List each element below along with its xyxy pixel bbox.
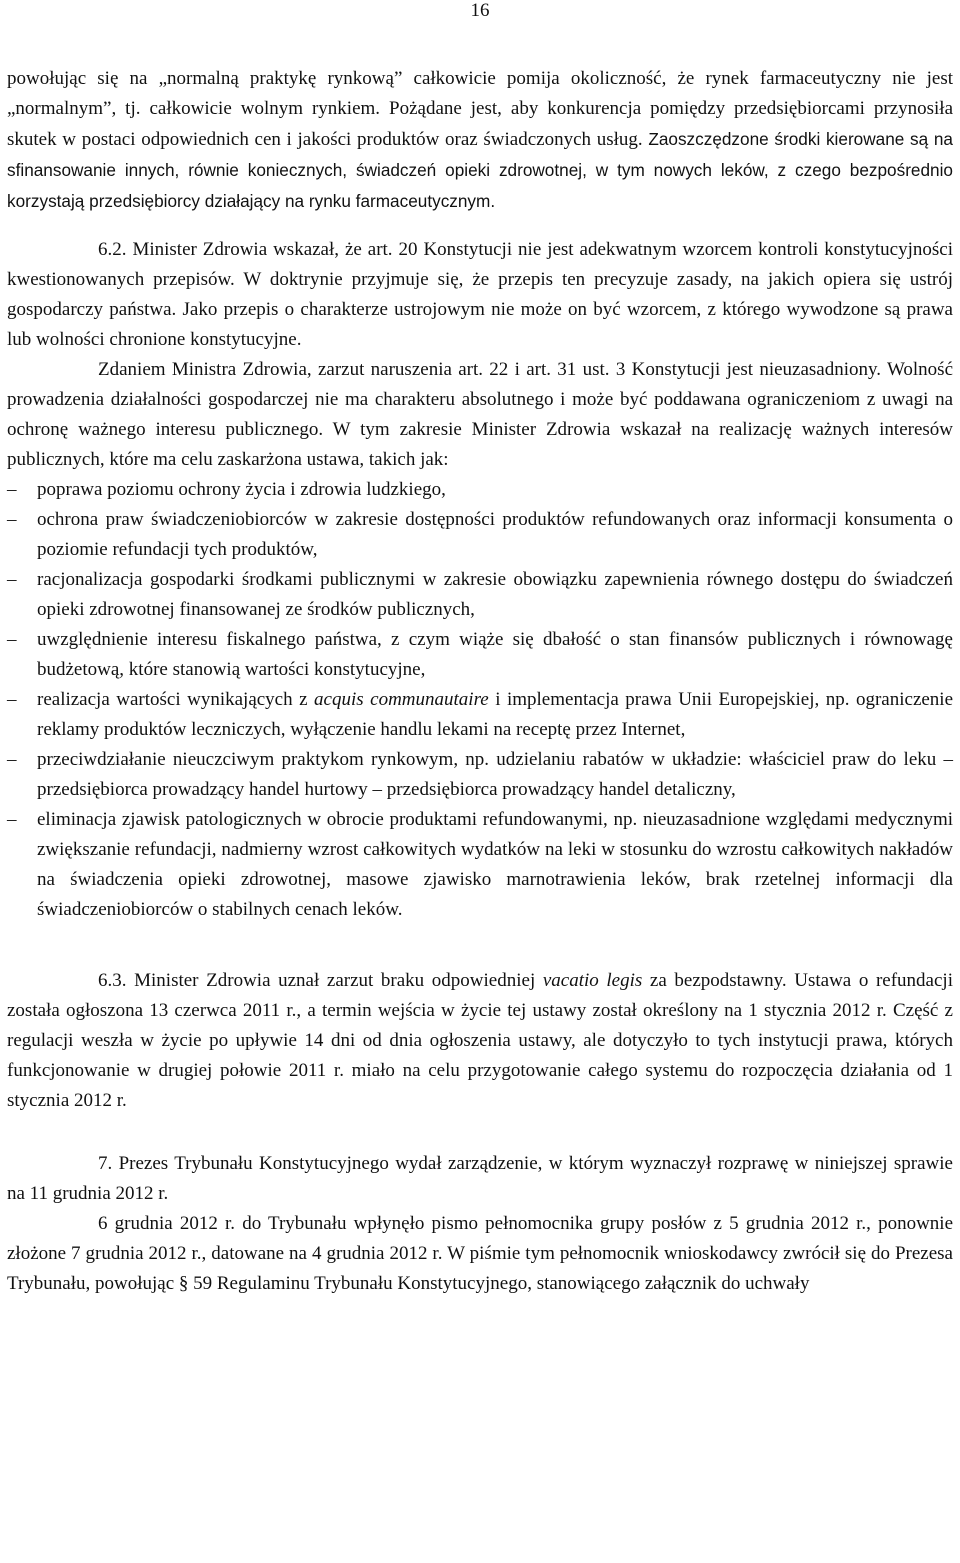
latin-term-acquis: acquis communautaire <box>314 689 489 710</box>
document-body <box>7 64 953 1299</box>
list-item-text: poprawa poziomu ochrony życia i zdrowia ludzkiego, <box>37 479 446 500</box>
paragraph-6-3-end: za bezpodstawny. Ustawa o refundacji została ogłoszona 13 czerwca 2011 r., a termin wejścia w życie tej ustawy został określony na 1 stycznia 2012 r. Część z regulacji weszła w życie po upływie 14 dni od dnia ogłoszenia ustawy, ale dotyczyło to tych instytucji prawa, których funkcjonowanie w drugiej połowie 2011 r. miało na celu przygotowanie całego systemu do rozpoczęcia działania od 1 stycznia 2012 r. <box>7 970 953 1111</box>
list-item-text-start: realizacja wartości wynikających z <box>37 689 308 710</box>
list-item-text: ochrona praw świadczeniobiorców w zakresie dostępności produktów refundowanych oraz informacji konsumenta o poziomie refundacji tych produktów, <box>37 509 953 560</box>
paragraph-7: 7. Prezes Trybunału Konstytucyjnego wydał zarządzenie, w którym wyznaczył rozprawę w niniejszej sprawie na 11 grudnia 2012 r. <box>7 1153 953 1204</box>
dash-bullet: – <box>7 509 17 530</box>
list-item <box>7 565 953 625</box>
paragraph-6-3 <box>7 966 953 1116</box>
dash-bullet: – <box>7 629 17 650</box>
list-item <box>7 805 953 925</box>
dash-bullet: – <box>7 749 17 770</box>
public-interests-list <box>7 475 953 925</box>
list-item <box>7 745 953 805</box>
paragraph-letter: 6 grudnia 2012 r. do Trybunału wpłynęło pismo pełnomocnika grupy posłów z 5 grudnia 2012 r., ponownie złożone 7 grudnia 2012 r., datowane na 4 grudnia 2012 r. W piśmie tym pełnomocnik wnioskodawcy zwrócił się do Prezesa Trybunału, powołując § 59 Regulaminu Trybunału Konstytucyjnego, stanowiącego załącznik do uchwały <box>7 1213 953 1294</box>
dash-bullet: – <box>7 809 17 830</box>
paragraph-competition-serif-text: powołując się na „normalną praktykę rynkową” całkowicie pomija okoliczność, że rynek farmaceutyczny nie jest „normalnym”, tj. całkowicie wolnym rynkiem. Pożądane jest, aby konkurencja pomiędzy przedsiębiorcami przynosiła skutek w postaci odpowiednich cen i jakości produktów oraz świadczonych usług. <box>7 68 953 150</box>
paragraph-competition <box>7 64 953 217</box>
list-item <box>7 685 953 745</box>
list-item-text: eliminacja zjawisk patologicznych w obrocie produktami refundowanymi, np. nieuzasadnione względami medycznymi zwiększanie refundacji, nadmierny wzrost całkowitych wydatków na leki w stosunku do wzrostu całkowitych nakładów na świadczenia opieki zdrowotnej, masowe zjawisko marnotrawienia leków, brak rzetelnej informacji dla świadczeniobiorców o stabilnych cenach leków. <box>37 809 953 920</box>
list-item-text: racjonalizacja gospodarki środkami publicznymi w zakresie obowiązku zapewnienia równego dostępu do świadczeń opieki zdrowotnej finansowanej ze środków publicznych, <box>37 569 953 620</box>
list-item-text: przeciwdziałanie nieuczciwym praktykom rynkowym, np. udzielaniu rabatów w układzie: właściciel praw do leku – przedsiębiorca prowadzący handel hurtowy – przedsiębiorca prowadzący handel detaliczny, <box>37 749 953 800</box>
list-item-text-end: i implementacja prawa Unii Europejskiej, np. ograniczenie reklamy produktów leczniczych, wyłączenie handlu lekami na receptę przez Internet, <box>37 689 954 740</box>
dash-bullet: – <box>7 479 17 500</box>
paragraph-minister-opinion: Zdaniem Ministra Zdrowia, zarzut naruszenia art. 22 i art. 31 ust. 3 Konstytucji jest nieuzasadniony. Wolność prowadzenia działalności gospodarczej nie ma charakteru absolutnego i może być poddawana ograniczeniom z uwagi na ochronę ważnego interesu publicznego. W tym zakresie Minister Zdrowia wskazał na realizację ważnych interesów publicznych, które ma celu zaskarżona ustawa, takich jak: <box>7 359 953 470</box>
latin-term-vacatio-legis: vacatio legis <box>542 970 643 991</box>
dash-bullet: – <box>7 689 17 710</box>
list-item <box>7 505 953 565</box>
paragraph-6-3-start: 6.3. Minister Zdrowia uznał zarzut braku odpowiedniej <box>98 970 536 991</box>
dash-bullet: – <box>7 569 17 590</box>
list-item <box>7 625 953 685</box>
paragraph-competition-sans-text: Zaoszczędzone środki kierowane są na sfinansowanie innych, równie koniecznych, świadczeń opieki zdrowotnej, w tym nowych leków, z czego bezpośrednio korzystają przedsiębiorcy działający na rynku farmaceutycznym. <box>7 129 953 211</box>
page-number: 16 <box>470 0 490 21</box>
list-item <box>7 475 953 505</box>
list-item-text: uwzględnienie interesu fiskalnego państwa, z czym wiąże się dbałość o stan finansów publicznych i równowagę budżetową, które stanowią wartości konstytucyjne, <box>37 629 953 680</box>
paragraph-6-2: 6.2. Minister Zdrowia wskazał, że art. 20 Konstytucji nie jest adekwatnym wzorcem kontroli konstytucyjności kwestionowanych przepisów. W doktrynie przyjmuje się, że przepis ten precyzuje zasady, na jakich opiera się ustrój gospodarczy państwa. Jako przepis o charakterze ustrojowym nie może on być wzorcem, z którego wywodzone są prawa lub wolności chronione konstytucyjne. <box>7 239 953 350</box>
